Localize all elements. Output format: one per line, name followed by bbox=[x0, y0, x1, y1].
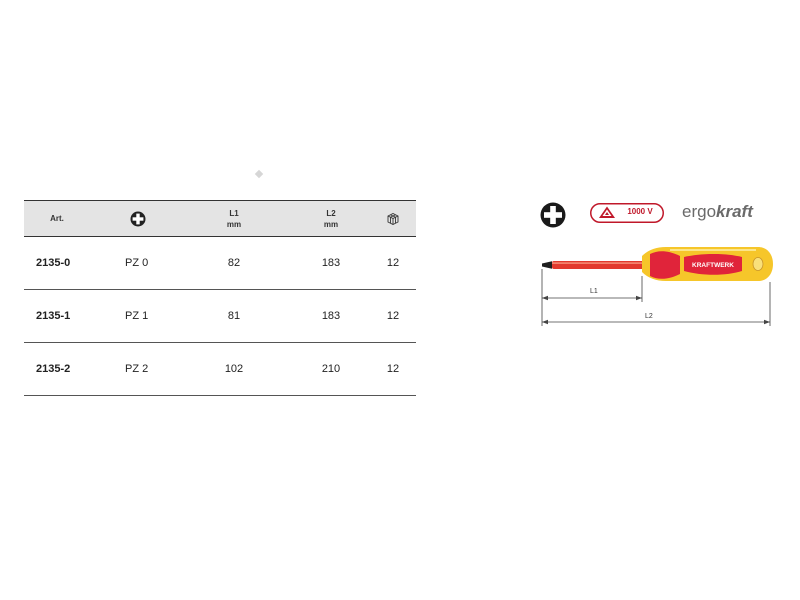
handle-brand-text: KRAFTWERK bbox=[692, 262, 734, 269]
pack-quantity: 12 bbox=[386, 257, 400, 269]
table-header bbox=[24, 200, 416, 237]
table-row bbox=[24, 343, 416, 396]
length-l2: 210 bbox=[321, 363, 341, 375]
tip-size: PZ 0 bbox=[125, 257, 149, 269]
brand-logo bbox=[682, 202, 753, 222]
header-art bbox=[42, 201, 72, 236]
header-l1-unit: mm bbox=[226, 219, 242, 229]
length-l2: 183 bbox=[321, 257, 341, 269]
art-number: 2135-0 bbox=[36, 257, 71, 269]
dimension-l2-label: L2 bbox=[645, 313, 653, 320]
length-l1: 81 bbox=[227, 310, 241, 322]
dimension-l1-label: L1 bbox=[590, 288, 598, 295]
header-l2-label: L2 bbox=[326, 208, 336, 218]
pozidriv-icon bbox=[130, 211, 146, 227]
screwdriver-tip bbox=[542, 261, 552, 268]
length-l2: 183 bbox=[321, 310, 341, 322]
length-l1: 82 bbox=[227, 257, 241, 269]
screwdriver-shaft bbox=[552, 261, 654, 269]
brand-part-1: ergo bbox=[682, 202, 717, 221]
header-l2 bbox=[316, 201, 346, 236]
screwdriver-illustration bbox=[530, 236, 780, 336]
table-row bbox=[24, 290, 416, 343]
tip-size: PZ 1 bbox=[125, 310, 149, 322]
length-l1: 102 bbox=[224, 363, 244, 375]
tip-size: PZ 2 bbox=[125, 363, 149, 375]
header-size bbox=[128, 201, 148, 236]
brand-part-2: kraft bbox=[716, 202, 753, 221]
art-number: 2135-2 bbox=[36, 363, 71, 375]
header-art-label: Art. bbox=[50, 214, 64, 223]
header-l1 bbox=[219, 201, 249, 236]
package-cube-icon bbox=[386, 212, 400, 226]
table-row bbox=[24, 237, 416, 290]
header-l1-label: L1 bbox=[229, 208, 239, 218]
product-table bbox=[24, 200, 416, 396]
vde-voltage-label: 1000 V bbox=[627, 207, 653, 216]
pozidriv-icon bbox=[540, 202, 566, 228]
pack-quantity: 12 bbox=[386, 363, 400, 375]
header-l2-unit: mm bbox=[323, 219, 339, 229]
art-number: 2135-1 bbox=[36, 310, 71, 322]
decorative-diamond bbox=[255, 170, 263, 178]
pack-quantity: 12 bbox=[386, 310, 400, 322]
header-pack bbox=[385, 201, 401, 236]
